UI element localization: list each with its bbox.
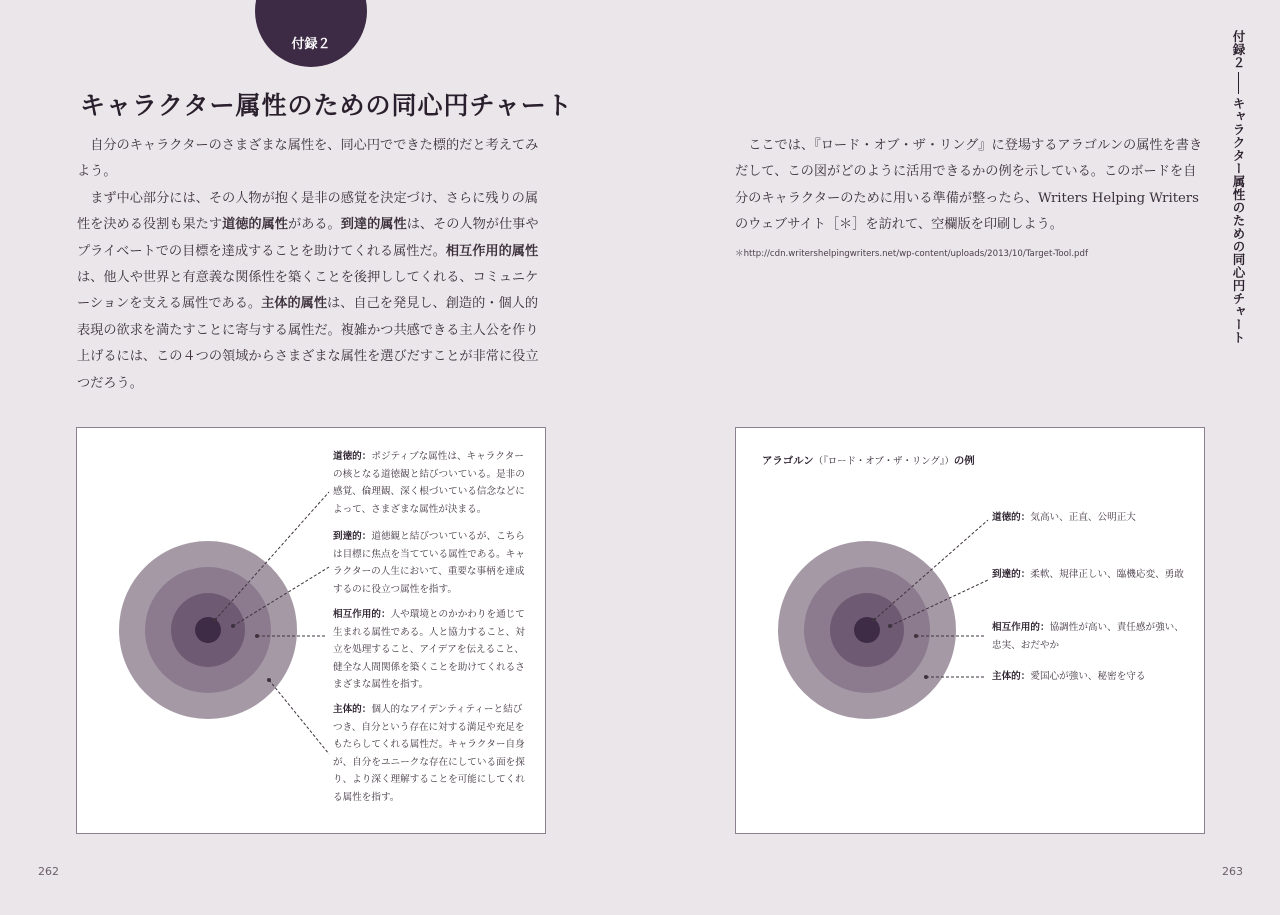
ring-moral — [854, 617, 880, 643]
ring-moral — [195, 617, 221, 643]
side-tab — [1226, 30, 1250, 344]
example-title-name: アラゴルン — [762, 455, 814, 467]
leader-dot-moral — [872, 618, 876, 622]
leader-dot-identity — [267, 678, 271, 682]
left-paragraph-2 — [77, 186, 547, 397]
chapter-tab-label: 付録２ — [291, 37, 331, 52]
desc-key: 到達的： — [333, 531, 372, 542]
example-title-end: の例 — [953, 455, 975, 467]
desc-text: 個人的なアイデンティティーと結びつき、自分という存在に対する満足や充足をもたらしてくれる属性だ。キャラクター自身が、自分をユニークな存在にしている面を探り、より深く理解することを可能にしてくれる属性を指す。 — [333, 704, 525, 803]
right-paragraph-1: ここでは、『ロード・オブ・ザ・リング』に登場するアラゴルンの属性を書きだして、この図がどのように活用できるかの例を示している。このボードを自分のキャラクターのために用いる準備が整ったら、Writers Helping Writersのウェブサイト［＊］を訪れて、空欄版を印刷しよう。 — [735, 138, 1203, 233]
page-title: キャラクター属性のための同心円チャート — [80, 91, 573, 120]
desc-interactive — [333, 606, 525, 694]
page-number-right: 263 — [1222, 865, 1243, 878]
text-span: は、その人物が仕事やプライベートでの目標を達成することを助けてくれる属性だ。 — [77, 217, 539, 259]
left-target-diagram — [76, 427, 546, 834]
side-tab-title: キャラクター属性のための同心円チャート — [1231, 97, 1246, 344]
desc-achievement — [333, 528, 525, 598]
desc-text: 協調性が高い、責任感が強い、忠実、おだやか — [992, 622, 1184, 651]
left-paragraph-1: 自分のキャラクターのさまざまな属性を、同心円でできた標的だと考えてみよう。 — [77, 138, 539, 180]
bold-term-interactive: 相互作用的属性 — [445, 243, 539, 259]
side-tab-appendix: 付録２ — [1231, 30, 1246, 69]
example-title-source: （『ロード・オブ・ザ・リング』） — [813, 456, 954, 467]
desc-moral — [333, 448, 525, 518]
desc-text: 愛国心が強い、秘密を守る — [1030, 671, 1146, 682]
left-body-text — [77, 133, 547, 397]
leader-dot-achievement — [888, 624, 892, 628]
bold-term-achievement: 到達的属性 — [340, 217, 407, 233]
desc-text: 人や環境とのかかわりを通じて生まれる属性である。人と協力すること、対立を処理すること、アイデアを伝えること、健全な人間関係を築くことを助けてくれるさまざまな属性を指す。 — [333, 609, 525, 690]
leader-dot-interactive — [914, 634, 918, 638]
leader-dot-moral — [213, 618, 217, 622]
desc-key: 道徳的： — [992, 512, 1031, 523]
right-target-diagram — [735, 427, 1205, 834]
right-body-text — [735, 133, 1205, 239]
leader-dot-identity — [924, 675, 928, 679]
desc-identity — [333, 701, 525, 806]
leader-dot-interactive — [255, 634, 259, 638]
text-span: がある。 — [288, 217, 341, 233]
text-span: は、他人や世界と有意義な関係性を築くことを後押ししてくれる、コミュニケーションを支える属性である。 — [77, 270, 539, 312]
side-tab-separator — [1238, 72, 1239, 94]
desc-key: 到達的： — [992, 569, 1031, 580]
desc-key: 主体的： — [333, 704, 372, 715]
desc-key: 相互作用的： — [992, 622, 1050, 633]
example-identity — [992, 668, 1184, 686]
desc-text: 柔軟、規律正しい、臨機応変、勇敢 — [1030, 569, 1184, 580]
footnote: ＊http://cdn.writershelpingwriters.net/wp-content/uploads/2013/10/Target-Tool.pdf — [735, 249, 1088, 259]
desc-text: ポジティブな属性は、キャラクターの核となる道徳観と結びついている。是非の感覚、倫理観、深く根づいている信念などによって、さまざまな属性が決まる。 — [333, 451, 525, 515]
desc-text: 道徳観と結びついているが、こちらは目標に焦点を当てている属性である。キャラクターの人生において、重要な事柄を達成するのに役立つ属性を指す。 — [333, 531, 525, 595]
bold-term-identity: 主体的属性 — [261, 296, 328, 312]
desc-text: 気高い、正直、公明正大 — [1030, 512, 1136, 523]
leader-dot-achievement — [231, 624, 235, 628]
desc-key: 道徳的： — [333, 451, 372, 462]
example-achievement — [992, 566, 1184, 584]
text-span: まず中心部分には、その人物が抱く是非の感覚を決定づけ、さらに残りの属性を決める役割も果たす — [77, 190, 539, 233]
chapter-tab — [255, 0, 367, 67]
page-number-left: 262 — [38, 865, 59, 878]
desc-key: 主体的： — [992, 671, 1031, 682]
example-interactive — [992, 619, 1184, 654]
example-moral — [992, 509, 1184, 527]
bold-term-moral: 道徳的属性 — [222, 217, 288, 233]
desc-key: 相互作用的： — [333, 609, 391, 620]
leader-identity — [269, 680, 329, 754]
text-span: は、自己を発見し、創造的・個人的表現の欲求を満たすことに寄与する属性だ。複雑かつ共感できる主人公を作り上げるには、この４つの領域からさまざまな属性を選びだすことが非常に役立つだろう。 — [77, 296, 539, 391]
